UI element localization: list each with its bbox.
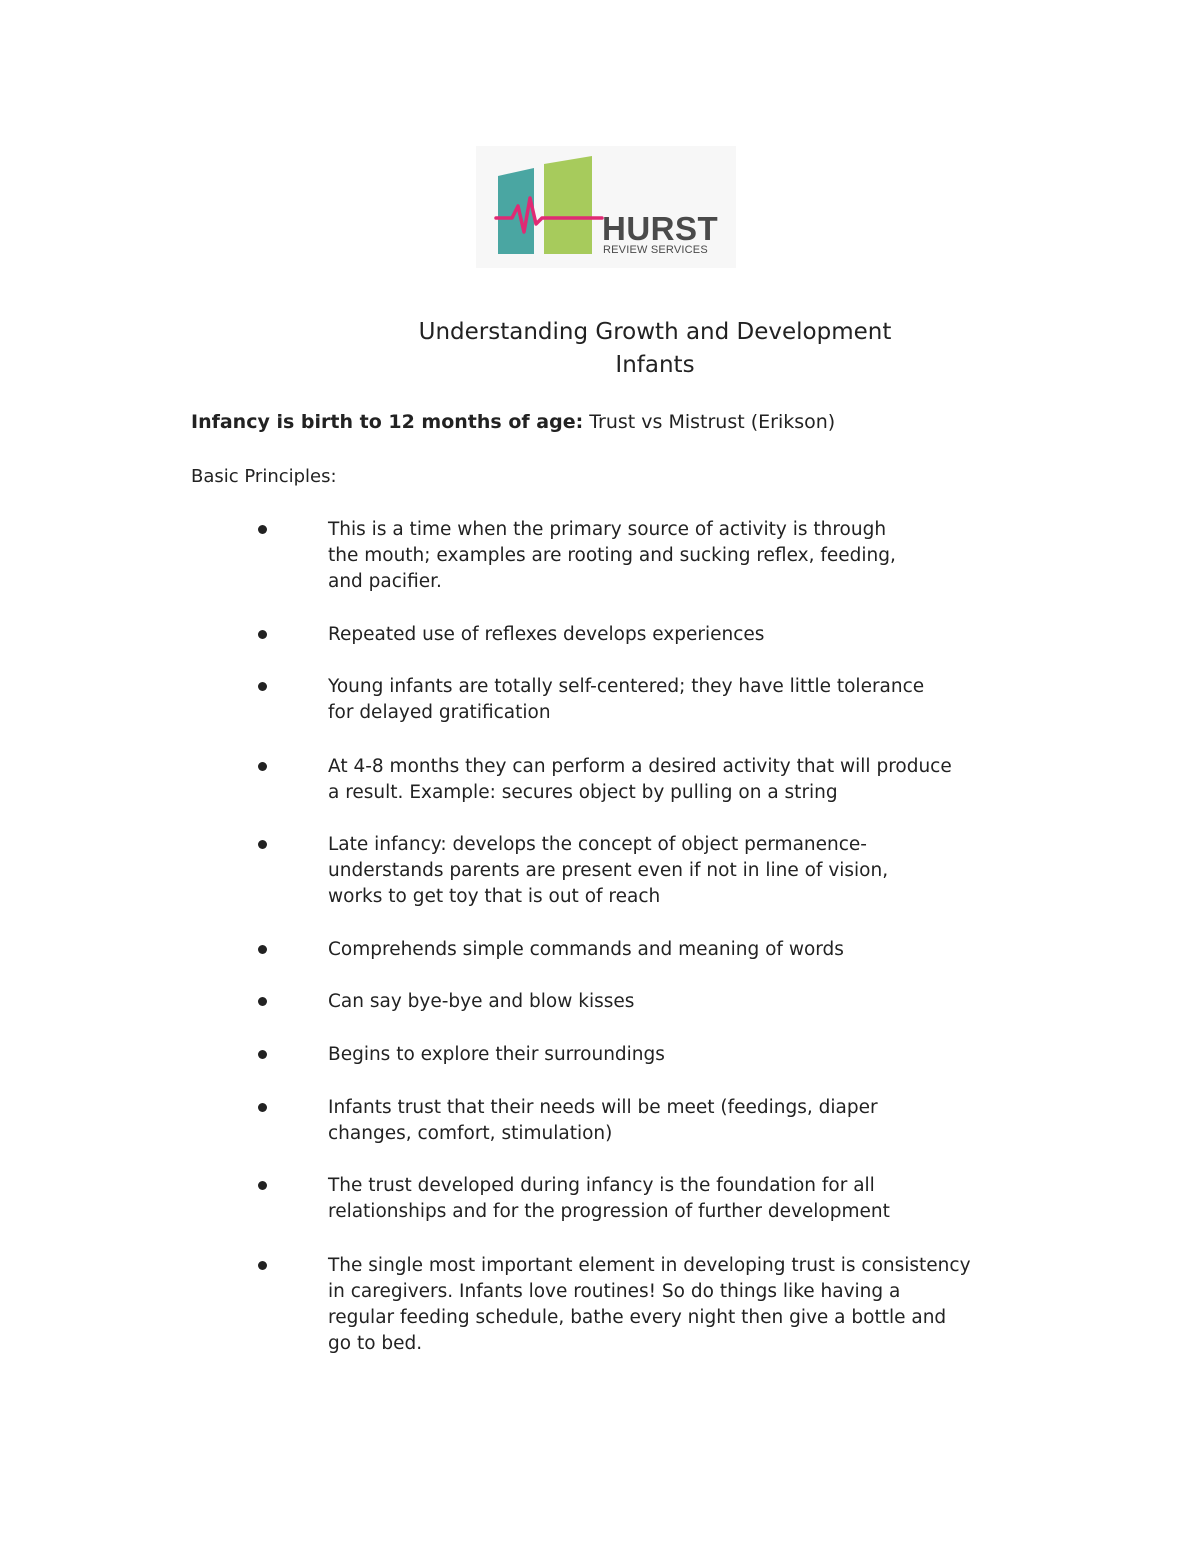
bullet-icon xyxy=(258,682,267,691)
list-item-text xyxy=(328,1173,1018,1225)
list-item-line: in caregivers. Infants love routines! So do things like having a xyxy=(328,1281,901,1302)
list-item-line: and pacifier. xyxy=(328,571,442,592)
list-item-line: Late infancy: develops the concept of object permanence- xyxy=(328,834,867,855)
list-item-line: go to bed. xyxy=(328,1333,423,1354)
principles-heading: Basic Principles: xyxy=(191,466,337,487)
bullet-icon xyxy=(258,1181,267,1190)
list-item-text xyxy=(328,832,1018,910)
list-item-line: a result. Example: secures object by pulling on a string xyxy=(328,782,838,803)
intro-rest: Trust vs Mistrust (Erikson) xyxy=(583,411,836,433)
bullet-icon xyxy=(258,997,267,1006)
bullet-icon xyxy=(258,945,267,954)
list-item-line: This is a time when the primary source of activity is through xyxy=(328,519,887,540)
list-item-line: the mouth; examples are rooting and sucking reflex, feeding, xyxy=(328,545,896,566)
list-item-line: regular feeding schedule, bathe every night then give a bottle and xyxy=(328,1307,947,1328)
list-item-text xyxy=(328,517,1018,595)
bullet-icon xyxy=(258,762,267,771)
bullet-icon xyxy=(258,840,267,849)
intro-bold: Infancy is birth to 12 months of age: xyxy=(191,411,584,433)
title-line-1: Understanding Growth and Development xyxy=(418,319,892,345)
list-item-line: Repeated use of reflexes develops experiences xyxy=(328,624,765,645)
list-item-line: Young infants are totally self-centered; they have little tolerance xyxy=(328,676,925,697)
list-item-text xyxy=(328,622,1018,648)
list-item-line: changes, comfort, stimulation) xyxy=(328,1123,613,1144)
title-line-2: Infants xyxy=(615,352,695,378)
list-item-text xyxy=(328,989,1018,1015)
list-item-text xyxy=(328,1253,1018,1357)
logo-wordmark: HURST xyxy=(602,210,719,247)
bullet-icon xyxy=(258,1261,267,1270)
list-item-line: Begins to explore their surroundings xyxy=(328,1044,665,1065)
list-item-line: The trust developed during infancy is the foundation for all xyxy=(328,1175,875,1196)
list-item-line: understands parents are present even if not in line of vision, xyxy=(328,860,889,881)
list-item-line: Infants trust that their needs will be meet (feedings, diaper xyxy=(328,1097,878,1118)
bullet-icon xyxy=(258,630,267,639)
list-item-line: The single most important element in developing trust is consistency xyxy=(328,1255,971,1276)
list-item-line: for delayed gratification xyxy=(328,702,551,723)
bullet-icon xyxy=(258,1103,267,1112)
logo-tagline: REVIEW SERVICES xyxy=(603,244,708,256)
list-item-line: Can say bye-bye and blow kisses xyxy=(328,991,635,1012)
list-item-text xyxy=(328,754,1018,806)
bullet-icon xyxy=(258,525,267,534)
list-item-text xyxy=(328,674,1018,726)
list-item-text xyxy=(328,937,1018,963)
list-item-line: relationships and for the progression of further development xyxy=(328,1201,890,1222)
list-item-line: Comprehends simple commands and meaning of words xyxy=(328,939,844,960)
list-item-text xyxy=(328,1042,1018,1068)
list-item-text xyxy=(328,1095,1018,1147)
list-item-line: works to get toy that is out of reach xyxy=(328,886,661,907)
bullet-icon xyxy=(258,1050,267,1059)
list-item-line: At 4-8 months they can perform a desired activity that will produce xyxy=(328,756,952,777)
